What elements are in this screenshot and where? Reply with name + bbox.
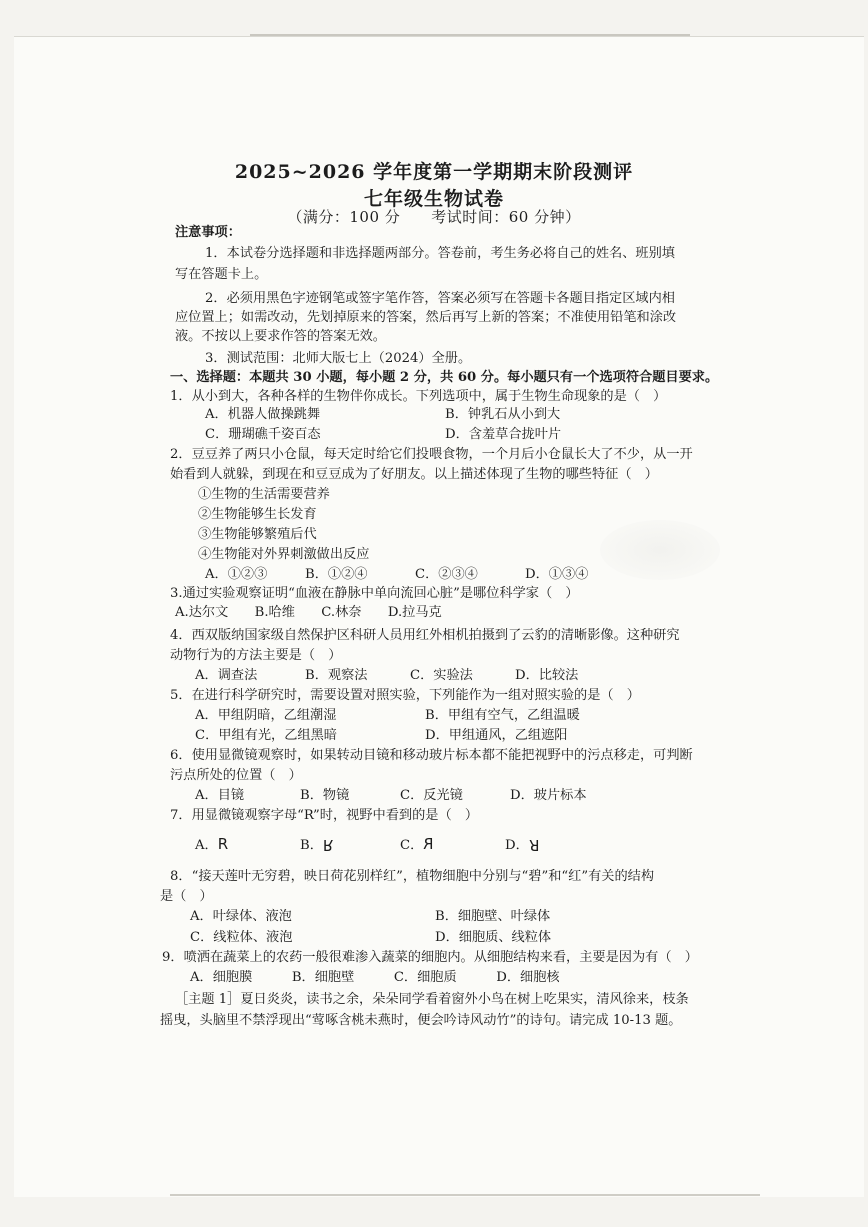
option-b-label: B． (300, 838, 323, 853)
option-b: B．钟乳石从小到大 (445, 407, 561, 422)
option-a: A．叶绿体、液泡 (190, 909, 292, 924)
option-b: B．①②④ (305, 567, 368, 582)
glyph-r-rotated: R (528, 836, 540, 854)
option-c: C．反光镜 (400, 788, 463, 803)
option-d: D．比较法 (515, 668, 579, 683)
theme-text: 摇曳，头脑里不禁浮现出“莺啄含桃未燕时，便会吟诗风动竹”的诗句。请完成 10-13 题。 (160, 1013, 682, 1028)
notice-line: 3．测试范围：北师大版七上（2024）全册。 (205, 351, 472, 366)
question-stem: 始看到人就躲，到现在和豆豆成为了好朋友。以上描述体现了生物的哪些特征（ ） (170, 467, 658, 482)
option-d: D．含羞草合拢叶片 (445, 427, 562, 442)
option-a: A．目镜 (195, 788, 245, 803)
option-c-label: C． (400, 838, 424, 853)
option-a-label: A． (195, 838, 218, 853)
option-b: B．观察法 (305, 668, 368, 683)
theme-text: ［主题 1］夏日炎炎，读书之余，朵朵同学看着窗外小鸟在树上吃果实，清风徐来，枝条 (175, 992, 689, 1007)
statement: ③生物能够繁殖后代 (198, 527, 317, 542)
notice-line: 应位置上；如需改动，先划掉原来的答案，然后再写上新的答案；不准使用铅笔和涂改 (175, 310, 677, 325)
notice-line: 写在答题卡上。 (175, 267, 268, 282)
options-row: A．细胞膜 B．细胞壁 C．细胞质 D．细胞核 (190, 970, 560, 985)
option-c (400, 836, 434, 854)
option-b: B．物镜 (300, 788, 350, 803)
option-a: A．①②③ (205, 567, 268, 582)
option-d (505, 836, 539, 854)
option-d: D．玻片标本 (510, 788, 587, 803)
option-a: A．调查法 (195, 668, 258, 683)
option-c: C．②③④ (415, 567, 478, 582)
notice-line: 2．必须用黑色字迹钢笔或签字笔作答，答案必须写在答题卡各题目指定区域内相 (205, 291, 675, 306)
statement: ④生物能对外界刺激做出反应 (198, 547, 370, 562)
option-b: B．细胞壁、叶绿体 (435, 909, 551, 924)
section-heading: 一、选择题：本题共 30 小题，每小题 2 分，共 60 分。每小题只有一个选项符合题目要求。 (170, 370, 719, 385)
notice-heading: 注意事项： (175, 225, 241, 240)
option-b (300, 836, 333, 854)
question-stem: 9．喷洒在蔬菜上的农药一般很难渗入蔬菜的细胞内。从细胞结构来看，主要是因为有（ ） (162, 950, 698, 965)
option-c: C．实验法 (410, 668, 473, 683)
option-a: A．甲组阴暗，乙组潮湿 (195, 708, 337, 723)
option-d-label: D． (505, 838, 529, 853)
question-stem: 是（ ） (160, 889, 213, 904)
statement: ②生物能够生长发育 (198, 507, 317, 522)
option-a: A．机器人做操跳舞 (205, 407, 321, 422)
option-c: C．甲组有光，乙组黑暗 (195, 728, 337, 743)
option-b: B．甲组有空气，乙组温暖 (425, 708, 580, 723)
notice-line: 1．本试卷分选择题和非选择题两部分。答卷前，考生务必将自己的姓名、班别填 (205, 246, 675, 261)
option-d: D．甲组通风，乙组遮阳 (425, 728, 568, 743)
option-a (195, 836, 228, 854)
question-stem: 3.通过实验观察证明“血液在静脉中单向流回心脏”是哪位科学家（ ） (170, 586, 579, 601)
option-d: D．①③④ (525, 567, 589, 582)
question-stem: 8．“接天莲叶无穷碧，映日荷花别样红”，植物细胞中分别与“碧”和“红”有关的结构 (170, 869, 655, 884)
notice-line: 液。不按以上要求作答的答案无效。 (175, 329, 386, 344)
question-stem: 6．使用显微镜观察时，如果转动目镜和移动玻片标本都不能把视野中的污点移走，可判断 (170, 748, 693, 763)
options-row: A.达尔文 B.哈维 C.林奈 D.拉马克 (175, 605, 442, 620)
question-stem: 5．在进行科学研究时，需要设置对照实验，下列能作为一组对照实验的是（ ） (170, 688, 640, 703)
exam-meta: （满分：100 分 考试时间：60 分钟） (287, 208, 581, 226)
glyph-r-flipped-vertical: R (322, 836, 334, 854)
glyph-r-flipped-horizontal: R (423, 835, 434, 853)
question-stem: 4．西双版纳国家级自然保护区科研人员用红外相机拍摄到了云豹的清晰影像。这种研究 (170, 628, 680, 643)
exam-title: 2025~2026 学年度第一学期期末阶段测评 (234, 161, 634, 183)
exam-subtitle: 七年级生物试卷 (363, 188, 504, 210)
glyph-r: R (217, 835, 229, 853)
question-stem: 2．豆豆养了两只小仓鼠，每天定时给它们投喂食物，一个月后小仓鼠长大了不少，从一开 (170, 447, 693, 462)
question-stem: 污点所处的位置（ ） (170, 768, 302, 783)
question-stem: 动物行为的方法主要是（ ） (170, 648, 342, 663)
option-c: C．珊瑚礁千姿百态 (205, 427, 321, 442)
option-d: D．细胞质、线粒体 (435, 930, 552, 945)
question-stem: 7．用显微镜观察字母“R”时，视野中看到的是（ ） (170, 808, 479, 823)
question-stem: 1．从小到大，各种各样的生物伴你成长。下列选项中，属于生物生命现象的是（ ） (170, 389, 667, 404)
statement: ①生物的生活需要营养 (198, 487, 330, 502)
option-c: C．线粒体、液泡 (190, 930, 293, 945)
